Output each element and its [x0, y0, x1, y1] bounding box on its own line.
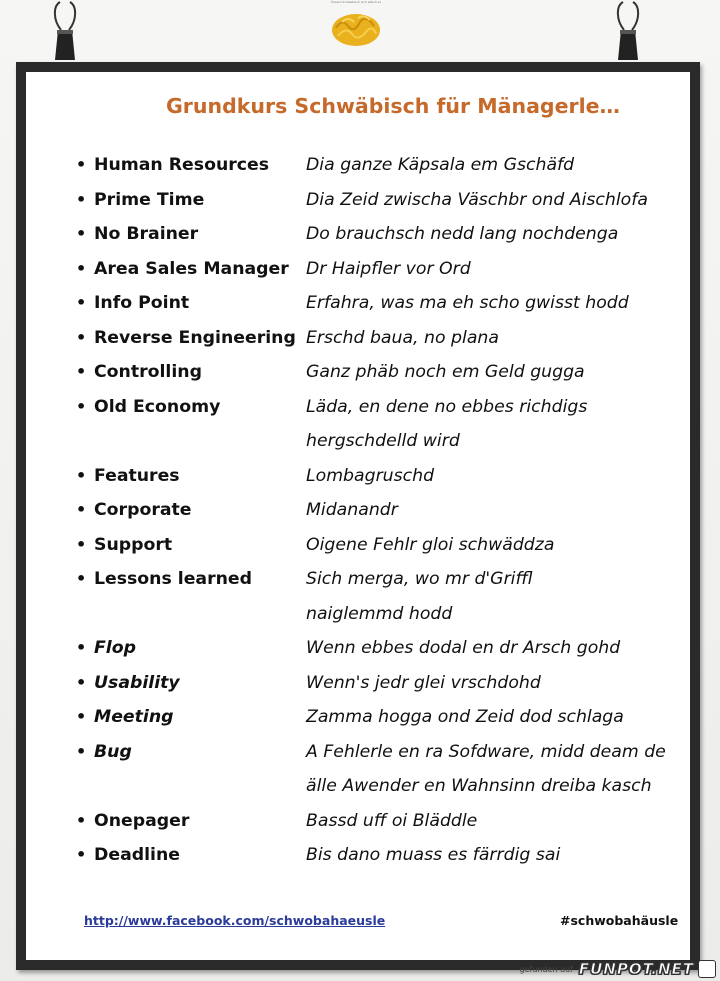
bullet-icon: •	[76, 224, 87, 243]
bullet-icon: •	[76, 189, 87, 209]
glossary-row	[74, 735, 684, 804]
glossary-term-text: Reverse Engineering	[94, 327, 296, 348]
glossary-term	[74, 355, 306, 390]
glossary-term-text: Controlling	[94, 362, 202, 382]
bullet-icon: •	[76, 845, 87, 864]
glossary-definition	[306, 217, 684, 252]
bullet-icon: •	[76, 672, 87, 692]
definition-line: Sich merga, wo mr d'Griffl	[306, 569, 533, 589]
bullet-icon: •	[76, 258, 87, 278]
glossary-definition	[306, 804, 684, 839]
logo	[326, 0, 386, 56]
glossary-term	[74, 804, 306, 839]
glossary-term-text: Onepager	[94, 810, 190, 831]
definition-line: Erschd baua, no plana	[306, 327, 499, 348]
glossary-term	[74, 700, 306, 735]
glossary-row	[74, 148, 684, 183]
bullet-icon: •	[76, 741, 87, 761]
facebook-link[interactable]: http://www.facebook.com/schwobahaeusle	[84, 913, 386, 928]
definition-line: Lombagruschd	[306, 465, 435, 486]
glossary-row	[74, 321, 684, 356]
glossary-row	[74, 355, 684, 390]
glossary-definition	[306, 631, 684, 666]
glossary-term	[74, 217, 306, 252]
bullet-icon: •	[76, 155, 87, 174]
glossary-term	[74, 735, 306, 770]
glossary-row	[74, 286, 684, 321]
glossary-term	[74, 528, 306, 563]
bullet-icon: •	[76, 293, 87, 312]
bullet-icon: •	[76, 396, 87, 416]
glossary-row	[74, 390, 684, 459]
bullet-icon: •	[76, 327, 87, 347]
definition-line: A Fehlerle en ra Sofdware, midd deam de	[306, 741, 666, 762]
watermark-small-text: gefunden auf	[519, 964, 573, 974]
definition-line: Dr Haipfler vor Ord	[306, 258, 471, 279]
logo-text: Ünsere Schwäbisch isch eifach so	[330, 0, 382, 4]
glossary-term-text: Features	[94, 465, 180, 486]
glossary-term-text: Area Sales Manager	[94, 258, 289, 279]
glossary-definition	[306, 528, 684, 563]
binder-clip-right	[614, 0, 642, 70]
glossary-term-text: Bug	[94, 741, 132, 762]
bullet-icon: •	[76, 465, 87, 485]
glossary-definition	[306, 459, 684, 494]
definition-line: Bis dano muass es färrdig sai	[306, 845, 561, 865]
bullet-icon: •	[76, 810, 87, 830]
glossary-definition	[306, 321, 684, 356]
glossary-term-text: Prime Time	[94, 189, 205, 210]
hashtag: #schwobahäusle	[560, 913, 679, 928]
glossary-definition	[306, 183, 684, 218]
glossary-row	[74, 252, 684, 287]
glossary-definition	[306, 390, 684, 459]
glossary-term-text: Deadline	[94, 845, 180, 865]
glossary-row	[74, 459, 684, 494]
glossary-row	[74, 631, 684, 666]
definition-line: Wenn's jedr glei vrschdohd	[306, 672, 541, 693]
glossary-row	[74, 562, 684, 631]
definition-line: Wenn ebbes dodal en dr Arsch gohd	[306, 638, 621, 658]
glossary-row	[74, 528, 684, 563]
binder-clip-left	[51, 0, 79, 70]
bullet-icon: •	[76, 638, 87, 657]
glossary-term	[74, 390, 306, 425]
definition-line: Do brauchsch nedd lang nochdenga	[306, 224, 619, 244]
glossary-definition	[306, 286, 684, 321]
definition-line: Zamma hogga ond Zeid dod schlaga	[306, 707, 624, 727]
definition-line: naiglemmd hodd	[306, 603, 453, 624]
glossary-term-text: Old Economy	[94, 396, 221, 417]
poster-frame	[16, 62, 700, 970]
glossary-term	[74, 493, 306, 528]
glossary-definition	[306, 148, 684, 183]
glossary-row	[74, 700, 684, 735]
glossary-term-text: Flop	[94, 638, 136, 658]
glossary-list	[74, 148, 684, 873]
glossary-term-text: Info Point	[94, 293, 190, 313]
glossary-term-text: Human Resources	[94, 155, 270, 175]
glossary-term	[74, 148, 306, 183]
glossary-row	[74, 838, 684, 873]
glossary-term-text: Corporate	[94, 500, 192, 520]
bullet-icon: •	[76, 569, 87, 588]
glossary-definition	[306, 493, 684, 528]
bullet-icon: •	[76, 534, 87, 554]
definition-line: Midanandr	[306, 500, 398, 520]
funpot-watermark	[520, 959, 717, 979]
definition-line: Läda, en dene no ebbes richdigs	[306, 396, 588, 417]
glossary-definition	[306, 252, 684, 287]
glossary-definition	[306, 666, 684, 701]
definition-line: Erfahra, was ma eh scho gwisst hodd	[306, 293, 629, 313]
bullet-icon: •	[76, 362, 87, 381]
glossary-term-text: Support	[94, 534, 173, 555]
definition-line: Ganz phäb noch em Geld gugga	[306, 362, 585, 382]
definition-line: älle Awender en Wahnsinn dreiba kasch	[306, 776, 652, 796]
glossary-term	[74, 286, 306, 321]
poster-title: Grundkurs Schwäbisch für Mänagerle…	[165, 94, 621, 118]
glossary-term	[74, 666, 306, 701]
bullet-icon: •	[76, 707, 87, 726]
glossary-term-text: Meeting	[94, 707, 174, 727]
definition-line: Oigene Fehlr gloi schwäddza	[306, 534, 555, 555]
glossary-term-text: Usability	[94, 672, 180, 693]
glossary-definition	[306, 562, 684, 631]
definition-line: hergschdelld wird	[306, 431, 460, 451]
glossary-definition	[306, 355, 684, 390]
bullet-icon: •	[76, 500, 87, 519]
glossary-term	[74, 321, 306, 356]
definition-line: Dia ganze Käpsala em Gschäfd	[306, 155, 575, 175]
glossary-row	[74, 666, 684, 701]
glossary-definition	[306, 838, 684, 873]
definition-line: Bassd uff oi Bläddle	[306, 810, 478, 831]
glossary-row	[74, 804, 684, 839]
glossary-term	[74, 183, 306, 218]
funpot-face-icon	[698, 960, 716, 978]
watermark-logo-text: FUNPOT.NET	[578, 960, 694, 978]
glossary-term	[74, 252, 306, 287]
glossary-term	[74, 562, 306, 597]
glossary-term	[74, 631, 306, 666]
glossary-row	[74, 493, 684, 528]
glossary-row	[74, 183, 684, 218]
glossary-term	[74, 459, 306, 494]
glossary-row	[74, 217, 684, 252]
glossary-definition	[306, 735, 684, 804]
spaetzle-icon	[328, 4, 384, 48]
glossary-term-text: No Brainer	[94, 224, 199, 244]
glossary-definition	[306, 700, 684, 735]
definition-line: Dia Zeid zwischa Väschbr ond Aischlofa	[306, 189, 648, 210]
glossary-term-text: Lessons learned	[94, 569, 253, 589]
glossary-term	[74, 838, 306, 873]
